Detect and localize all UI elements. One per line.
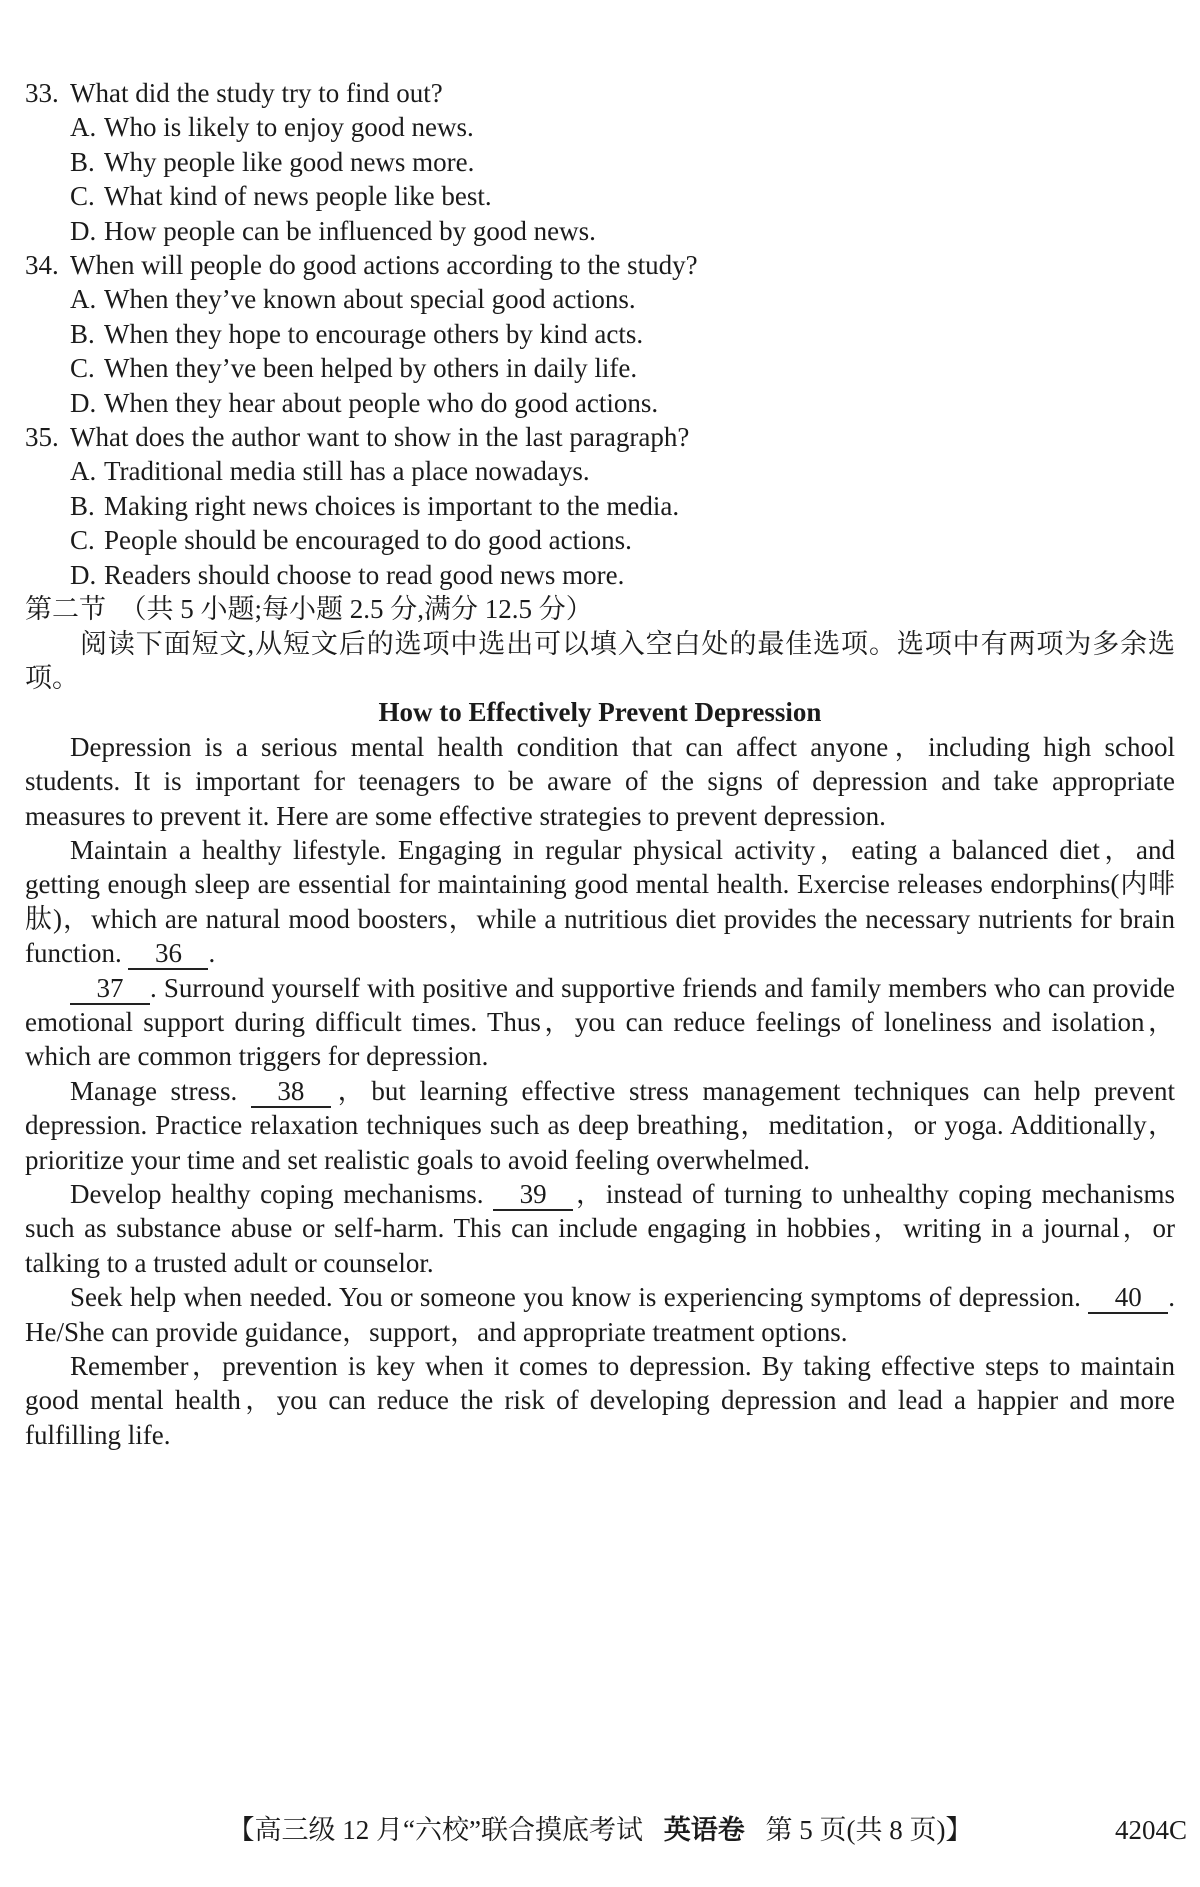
cloze-blank-38: 38 <box>251 1076 331 1108</box>
option-d <box>25 386 1175 420</box>
question-text: What does the author want to show in the last paragraph? <box>70 422 690 453</box>
option-text: How people can be influenced by good news. <box>104 215 596 246</box>
option-text: What kind of news people like best. <box>104 181 492 212</box>
page-footer <box>0 1813 1200 1847</box>
question-text: What did the study try to find out? <box>70 78 443 108</box>
passage-paragraph-7: Remember，prevention is key when it comes to depression. By taking effective steps to maintain good mental health，you can reduce the risk of developing depression and lead a happier and more fulfilling life. <box>25 1351 1175 1450</box>
option-label: B. <box>70 490 95 521</box>
option-text: Who is likely to enjoy good news. <box>104 112 474 143</box>
option-text: Making right news choices is important to the media. <box>104 490 680 521</box>
option-c <box>25 351 1175 385</box>
question-33 <box>25 76 1175 248</box>
option-a <box>25 454 1175 488</box>
option-text: When they’ve been helped by others in daily life. <box>104 353 638 384</box>
question-34 <box>25 248 1175 420</box>
footer-paper-name: 英语卷 <box>663 1815 745 1845</box>
option-c <box>25 179 1175 213</box>
option-b <box>25 489 1175 523</box>
passage-paragraph-1: Depression is a serious mental health condition that can affect anyone，including high school students. It is important for teenagers to be aware of the signs of depression and take appropriate measures to prevent it. Here are some effective strategies to prevent depression. <box>25 731 1175 831</box>
option-a <box>25 110 1175 144</box>
option-text: People should be encouraged to do good actions. <box>104 525 632 556</box>
passage-paragraph-4: Manage stress. 38 ，but learning effective stress management techniques can help prevent depression. Practice relaxation techniques such as deep breathing，meditation，or yoga. Additionally，prioritize your time and set realistic goals to avoid feeling overwhelmed. <box>25 1075 1175 1175</box>
question-text: When will people do good actions according to the study? <box>70 250 698 281</box>
option-text: When they’ve known about special good actions. <box>104 284 636 315</box>
footer-page-info: 第 5 页(共 8 页)】 <box>765 1815 973 1845</box>
option-label: D. <box>70 215 97 246</box>
question-stem <box>25 248 1175 282</box>
passage-paragraph-6: Seek help when needed. You or someone you know is experiencing symptoms of depression. 40 . He/She can provide guidance，support，and appropriate treatment options. <box>25 1282 1175 1347</box>
section-2-heading: 第二节 （共 5 小题;每小题 2.5 分,满分 12.5 分） <box>25 594 593 625</box>
option-c <box>25 523 1175 557</box>
cloze-blank-39: 39 <box>493 1179 573 1211</box>
cloze-blank-36: 36 <box>128 938 208 970</box>
question-35 <box>25 420 1175 592</box>
passage-title: How to Effectively Prevent Depression <box>378 697 822 728</box>
cloze-blank-37: 37 <box>70 973 150 1005</box>
option-label: A. <box>70 112 97 143</box>
option-text: Why people like good news more. <box>104 146 475 177</box>
option-label: A. <box>70 456 97 487</box>
question-number: 34. <box>25 250 59 281</box>
footer-code: 4204C <box>1114 1815 1187 1845</box>
section-2-instructions: 阅读下面短文,从短文后的选项中选出可以填入空白处的最佳选项。选项中有两项为多余选项。 <box>25 628 1175 693</box>
option-label: D. <box>70 559 97 590</box>
option-label: D. <box>70 387 97 418</box>
option-label: C. <box>70 353 95 384</box>
passage-paragraph-2: Maintain a healthy lifestyle. Engaging in regular physical activity，eating a balanced diet，and getting enough sleep are essential for maintaining good mental health. Exercise releases endorphins(内啡肽)，which are natural mood boosters，while a nutritious diet provides the necessary nutrients for brain function. 36 . <box>25 834 1175 969</box>
option-label: C. <box>70 181 95 212</box>
question-number: 35. <box>25 422 59 453</box>
option-d <box>25 214 1175 248</box>
passage-paragraph-3: 37 . Surround yourself with positive and supportive friends and family members who can provide emotional support during difficult times. Thus，you can reduce feelings of loneliness and isolation，which are common triggers for depression. <box>25 972 1175 1072</box>
option-label: B. <box>70 146 95 177</box>
question-stem <box>25 420 1175 454</box>
option-text: Traditional media still has a place nowadays. <box>104 456 590 487</box>
option-d <box>25 558 1175 592</box>
option-label: C. <box>70 525 95 556</box>
option-b <box>25 317 1175 351</box>
question-stem <box>25 76 1175 110</box>
option-a <box>25 282 1175 316</box>
option-text: When they hear about people who do good actions. <box>104 387 659 418</box>
cloze-blank-40: 40 <box>1088 1282 1168 1314</box>
question-number: 33. <box>25 78 59 108</box>
option-label: A. <box>70 284 97 315</box>
passage-paragraph-5: Develop healthy coping mechanisms. 39 ，instead of turning to unhealthy coping mechanisms such as substance abuse or self-harm. This can include engaging in hobbies，writing in a journal，or talking to a trusted adult or counselor. <box>25 1179 1175 1278</box>
option-label: B. <box>70 318 95 349</box>
option-text: When they hope to encourage others by kind acts. <box>104 318 644 349</box>
footer-exam-name: 【高三级 12 月“六校”联合摸底考试 <box>227 1815 643 1845</box>
option-b <box>25 145 1175 179</box>
option-text: Readers should choose to read good news more. <box>104 559 625 590</box>
